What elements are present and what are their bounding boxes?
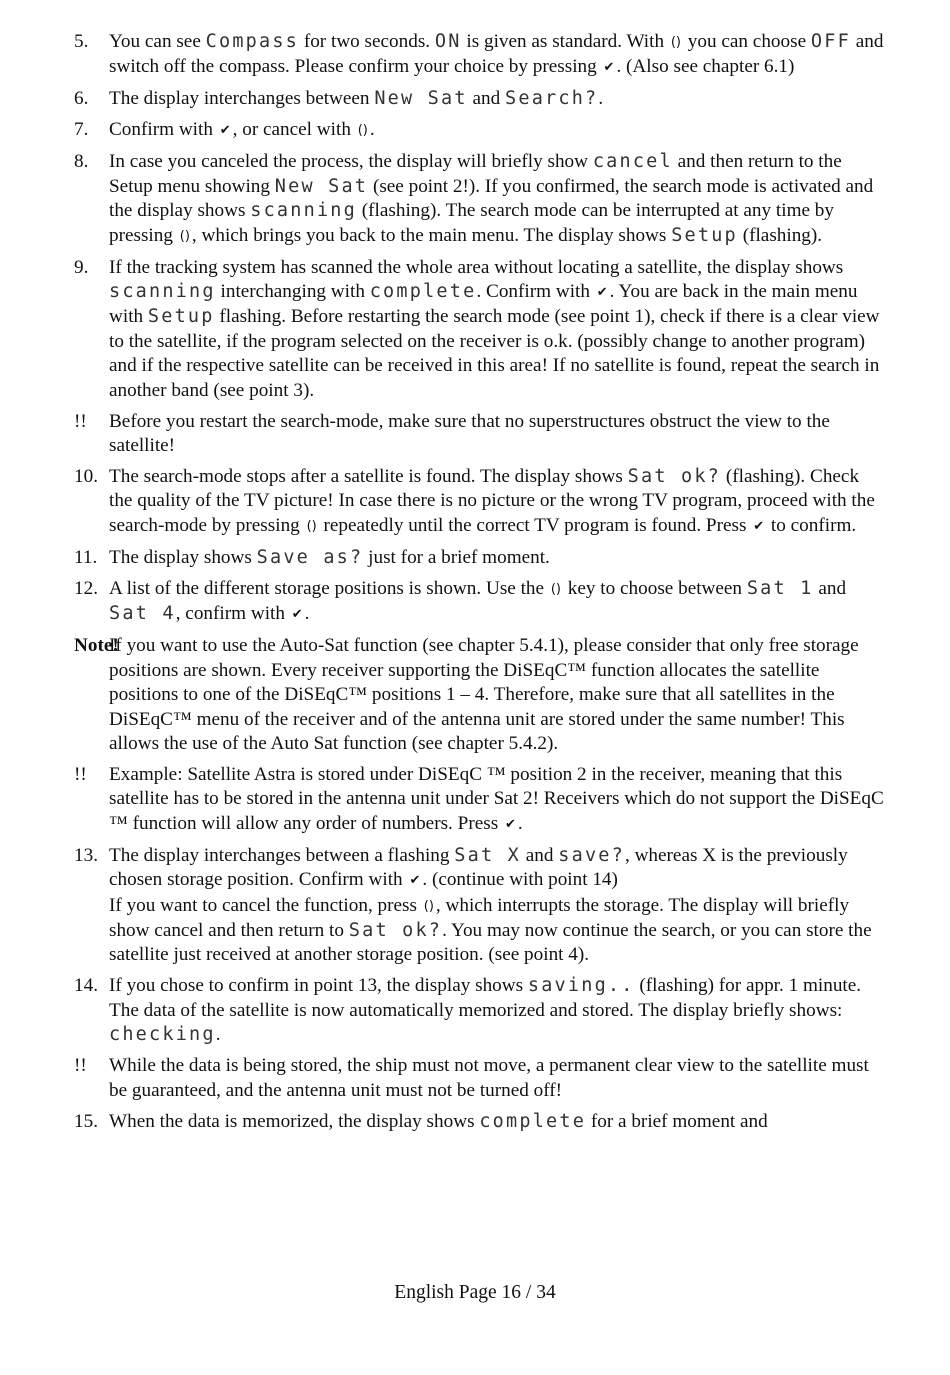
- lcd-display-text: Setup: [671, 224, 738, 246]
- check-key-icon: ✔: [596, 285, 608, 301]
- item-marker: 12.: [74, 577, 98, 599]
- item-marker: !!: [74, 763, 87, 785]
- item-marker: 10.: [74, 466, 98, 488]
- item-text: and: [520, 844, 559, 866]
- item-text: The search-mode stops after a satellite is found. The display shows: [109, 466, 628, 488]
- item-text: . (Also see chapter 6.1): [616, 56, 795, 78]
- item-text: . (continue with point 14): [422, 869, 618, 891]
- item-marker: 13.: [74, 844, 98, 866]
- lcd-display-text: Save as?: [256, 546, 364, 568]
- item-text: The display interchanges between: [109, 88, 375, 110]
- item-marker: 8.: [74, 151, 89, 173]
- item-text: . You are back in the main menu with: [109, 281, 858, 328]
- item-text: , which brings you back to the main menu. The display shows: [191, 224, 672, 246]
- item-text: .: [517, 812, 523, 834]
- item-text: While the data is being stored, the ship must not move, a permanent clear view to the satellite must be guaranteed, and the antenna unit must not be turned off!: [109, 1055, 869, 1101]
- item-text: , which interrupts the storage. The display will briefly show cancel and then return to: [109, 894, 850, 941]
- arrow-keys-icon: (): [179, 228, 190, 244]
- list-item: [0, 30, 950, 81]
- item-text: The display interchanges between a flashing: [109, 844, 455, 866]
- check-key-icon: ✔: [504, 816, 516, 832]
- lcd-display-text: Sat X: [454, 844, 521, 866]
- lcd-display-text: Compass: [205, 31, 300, 52]
- item-text: repeatedly until the correct TV program is found. Press: [318, 514, 752, 536]
- item-marker: Note!: [74, 635, 119, 657]
- item-text: (flashing) for appr. 1 minute. The data of the satellite is now automatically memorized and stored. The display briefly shows:: [109, 975, 862, 1021]
- list-item: [0, 87, 950, 111]
- page-footer: English Page 16 / 34: [394, 1282, 556, 1303]
- item-text: for a brief moment and: [586, 1110, 768, 1132]
- item-text: , whereas X is the previously chosen storage position. Confirm with: [109, 844, 848, 891]
- lcd-display-text: save?: [558, 844, 625, 866]
- lcd-display-text: Search?: [505, 88, 599, 110]
- item-text: A list of the different storage positions is shown. Use the: [109, 577, 549, 599]
- item-marker: 9.: [74, 256, 89, 278]
- lcd-display-text: Sat ok?: [627, 466, 722, 488]
- list-item: [0, 763, 950, 837]
- item-marker: 15.: [74, 1110, 98, 1132]
- item-text: (flashing).: [737, 224, 823, 246]
- item-text: The display shows: [109, 546, 257, 568]
- list-item: [0, 118, 950, 143]
- item-text: interchanging with: [215, 281, 370, 303]
- list-item: [0, 1054, 950, 1103]
- item-text: and switch off the compass. Please confirm your choice by pressing: [109, 31, 884, 78]
- item-text: .: [369, 119, 375, 141]
- lcd-display-text: Setup: [147, 306, 215, 328]
- item-text: If you want to cancel the function, press: [109, 894, 422, 916]
- manual-page: [0, 30, 950, 1141]
- lcd-display-text: cancel: [592, 151, 673, 173]
- item-text: (flashing). The search mode can be interrupted at any time by pressing: [109, 200, 834, 246]
- lcd-display-text: scanning: [109, 281, 216, 303]
- item-text: . Confirm with: [476, 281, 595, 303]
- list-item: [0, 974, 950, 1047]
- lcd-display-text: Sat 4: [109, 603, 176, 625]
- list-item: [0, 465, 950, 539]
- item-text: , or cancel with: [232, 119, 356, 141]
- item-marker: !!: [74, 1055, 87, 1077]
- check-key-icon: ✔: [291, 607, 303, 623]
- item-marker: 7.: [74, 119, 89, 141]
- list-item: [0, 546, 950, 570]
- item-text: key to choose between: [563, 577, 747, 599]
- lcd-display-text: complete: [479, 1110, 587, 1132]
- lcd-display-text: New Sat: [374, 88, 468, 110]
- item-text: You can see: [109, 31, 206, 52]
- list-item: [0, 1110, 950, 1134]
- item-text: just for a brief moment.: [363, 546, 550, 568]
- lcd-display-text: complete: [369, 281, 477, 303]
- item-text: If the tracking system has scanned the whole area without locating a satellite, the display shows: [109, 256, 844, 278]
- item-text: and then return to the Setup menu showing: [109, 151, 842, 197]
- item-text: and: [467, 88, 506, 110]
- item-text: If you chose to confirm in point 13, the display shows: [109, 975, 528, 997]
- item-text: flashing. Before restarting the search mode (see point 1), check if there is a clear view to the satellite, if the program selected on the receiver is o.k. (possibly change to another program) and if the respective satellite can be received in this area! If no satellite is found, repeat the search in another band (see point 3).: [109, 306, 880, 401]
- arrow-keys-icon: (): [670, 35, 681, 50]
- item-text: .: [215, 1024, 221, 1046]
- check-key-icon: ✔: [409, 873, 421, 889]
- item-text: you can choose: [683, 31, 811, 52]
- check-key-icon: ✔: [753, 518, 765, 534]
- item-text: Confirm with: [109, 119, 218, 141]
- lcd-display-text: saving..: [527, 975, 635, 997]
- arrow-keys-icon: (): [306, 518, 317, 534]
- item-marker: 11.: [74, 546, 98, 568]
- item-text: . You may now continue the search, or you can store the satellite just received at another storage position. (see point 4).: [109, 919, 872, 966]
- item-text: Before you restart the search-mode, make sure that no superstructures obstruct the view to the satellite!: [109, 410, 830, 457]
- item-text: When the data is memorized, the display shows: [109, 1110, 480, 1132]
- list-item: [0, 150, 950, 249]
- item-text: and: [813, 577, 847, 599]
- list-item: [0, 634, 950, 756]
- arrow-keys-icon: (): [357, 123, 368, 139]
- list-item: [0, 577, 950, 628]
- check-key-icon: ✔: [219, 123, 231, 139]
- item-text: (flashing). Check the quality of the TV picture! In case there is no picture or the wrong TV program, proceed with the search-mode by pressing: [109, 466, 875, 536]
- list-item: [0, 410, 950, 459]
- item-text: is given as standard. With: [461, 31, 669, 52]
- item-text: .: [304, 603, 310, 625]
- item-text: If you want to use the Auto-Sat function (see chapter 5.4.1), please consider that only free storage positions are shown. Every receiver supporting the DiSEqC™ function allocates the satellite positions to one of the DiSEqC™ positions 1 – 4. Therefore, make sure that all satellites in the DiSEqC™ menu of the receiver and of the antenna unit are stored under the same number! This allows the use of the Auto Sat function (see chapter 5.4.2).: [109, 635, 859, 754]
- item-text: Example: Satellite Astra is stored under DiSEqC ™ position 2 in the receiver, meaning that this satellite has to be stored in the antenna unit under Sat 2! Receivers which do not support the DiSEqC ™ function will allow any order of numbers. Press: [109, 763, 884, 834]
- item-marker: !!: [74, 410, 87, 432]
- item-text: to confirm.: [766, 514, 857, 536]
- lcd-display-text: scanning: [250, 200, 357, 222]
- item-marker: 6.: [74, 88, 89, 110]
- lcd-display-text: New Sat: [274, 175, 369, 197]
- lcd-display-text: ON: [434, 31, 462, 52]
- lcd-display-text: OFF: [810, 31, 851, 52]
- item-marker: 5.: [74, 31, 89, 52]
- lcd-display-text: Sat ok?: [348, 919, 443, 941]
- arrow-keys-icon: (): [550, 581, 561, 597]
- arrow-keys-icon: (): [423, 898, 434, 914]
- list-item: [0, 844, 950, 968]
- list-item: [0, 256, 950, 403]
- item-text: (see point 2!). If you confirmed, the search mode is activated and the display shows: [109, 175, 874, 222]
- item-text: for two seconds.: [299, 31, 435, 52]
- item-marker: 14.: [74, 975, 98, 997]
- item-text: , confirm with: [175, 603, 290, 625]
- lcd-display-text: Sat 1: [746, 577, 814, 599]
- item-text: .: [598, 88, 604, 110]
- lcd-display-text: checking: [109, 1024, 216, 1046]
- check-key-icon: ✔: [603, 60, 615, 76]
- item-text: In case you canceled the process, the display will briefly show: [109, 151, 593, 173]
